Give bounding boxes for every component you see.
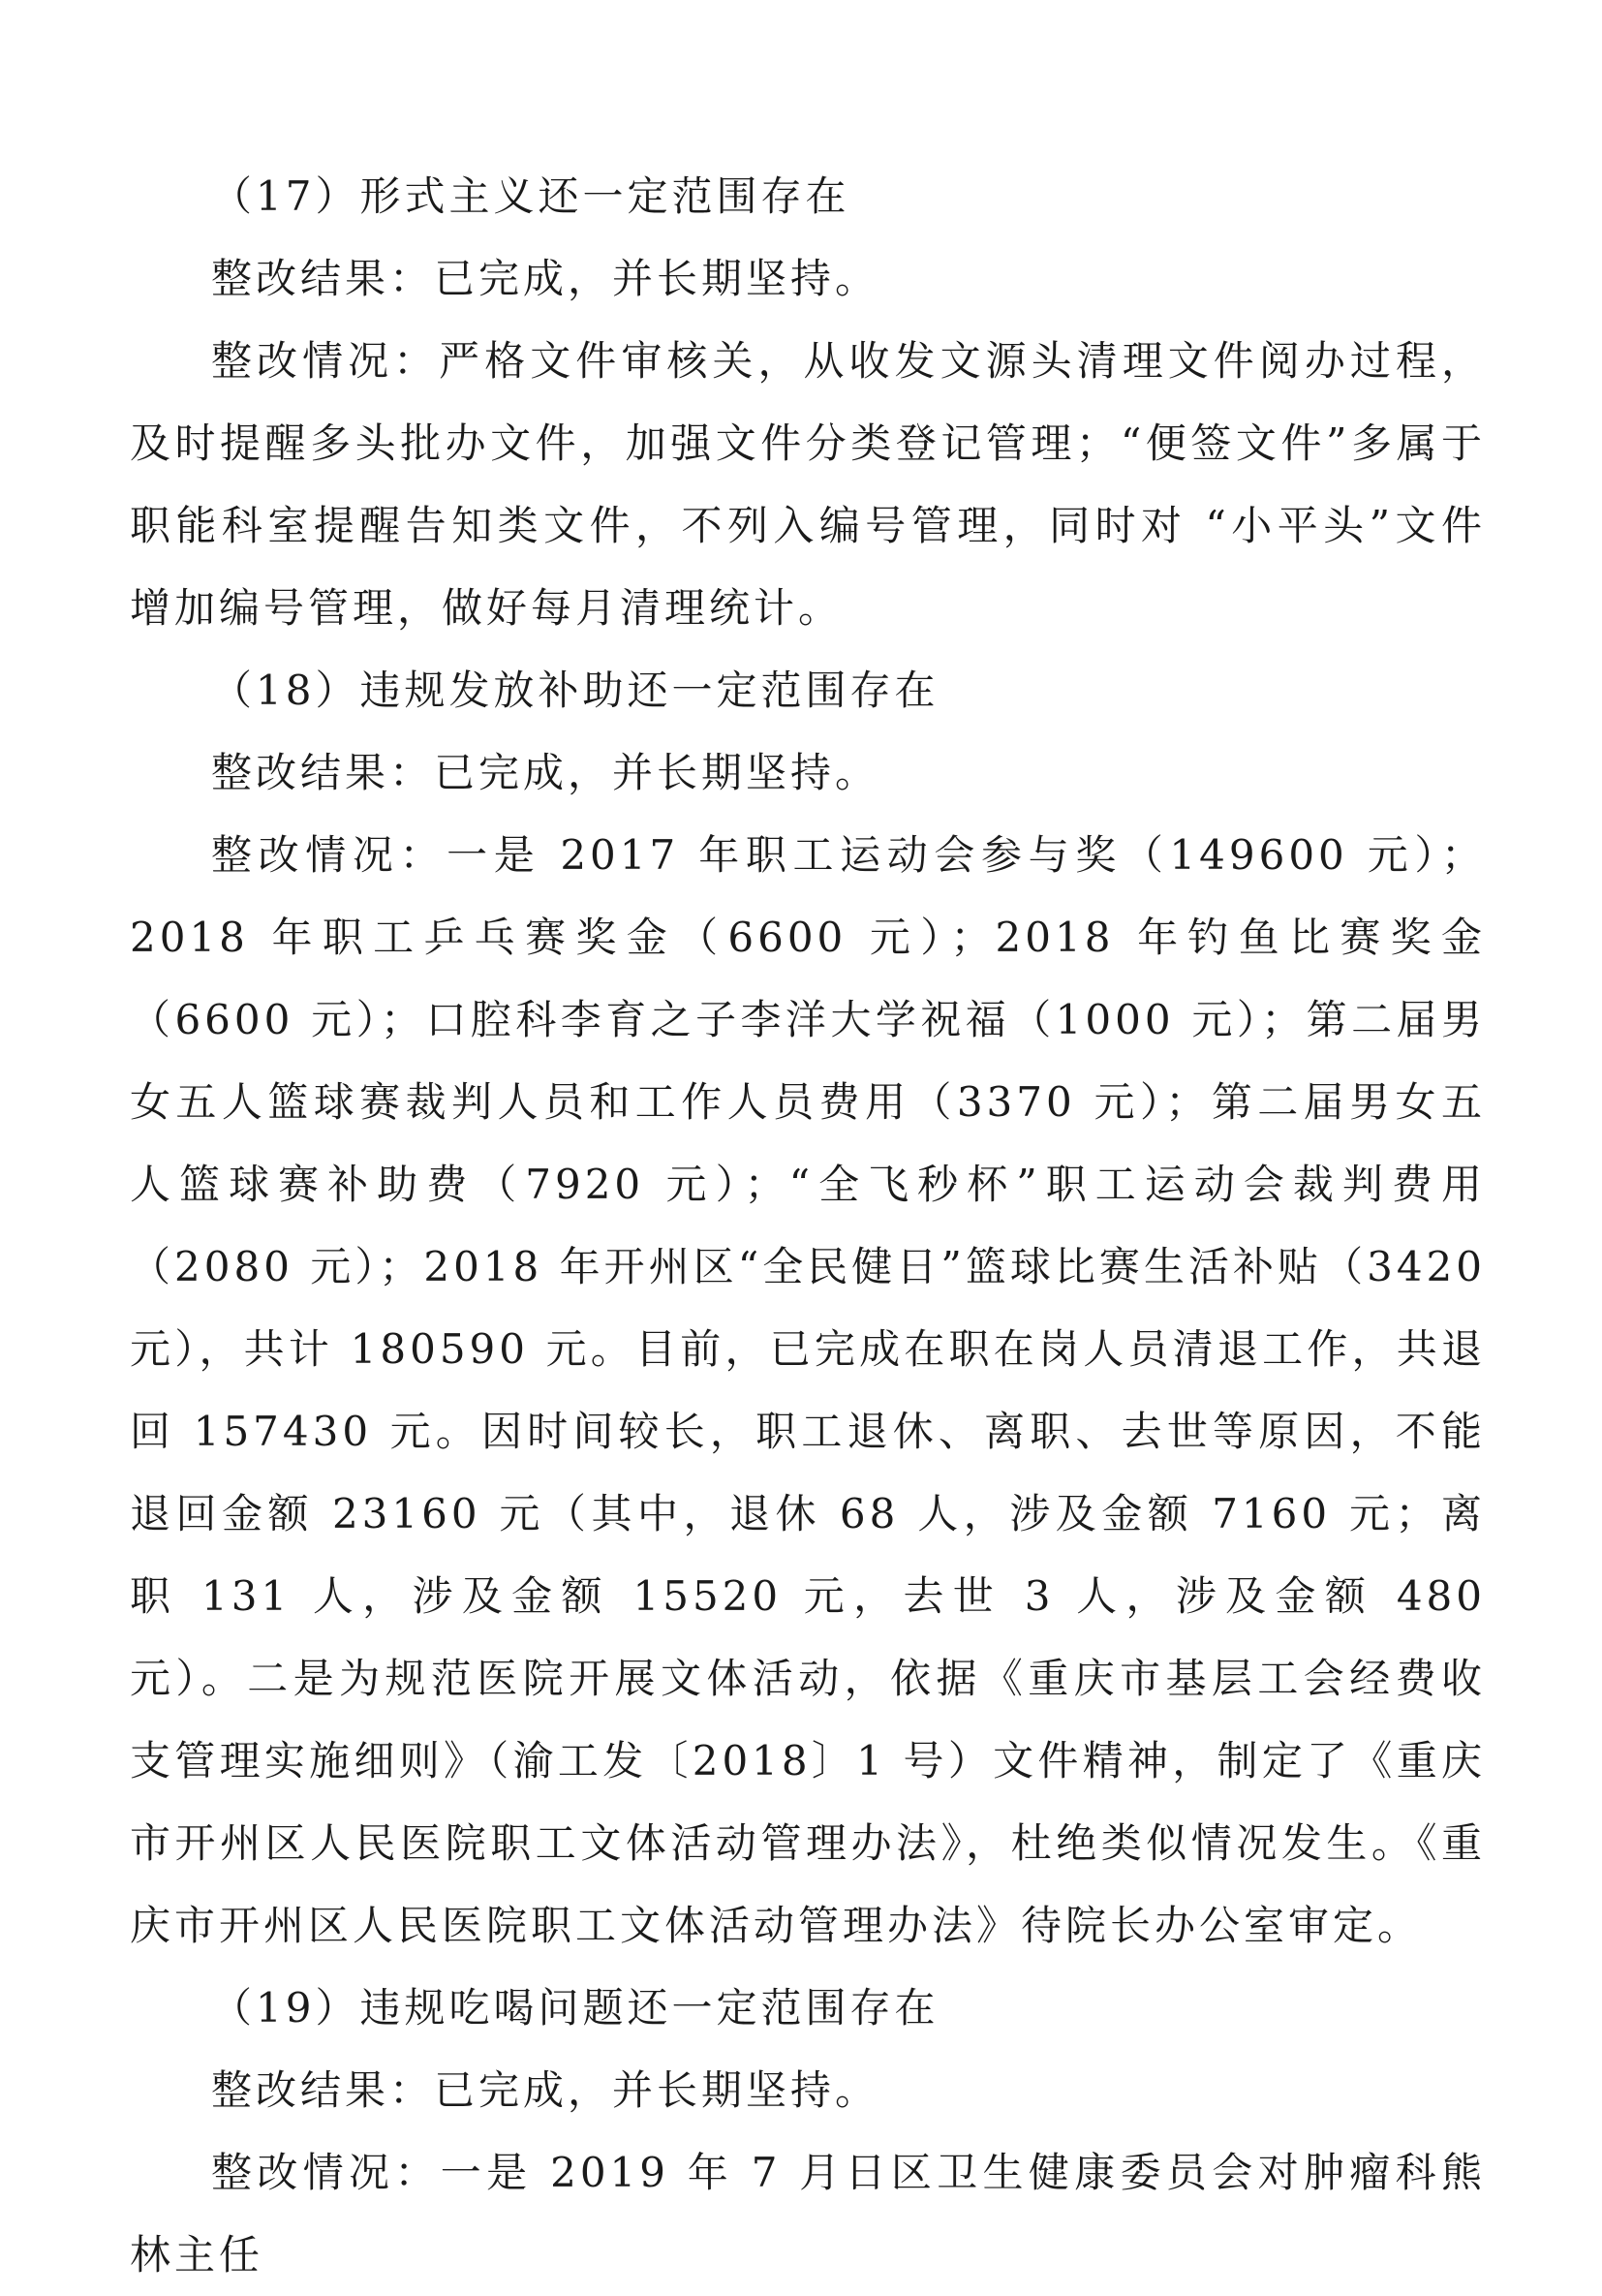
rectification-result: 整改结果：已完成，并长期坚持。 (211, 255, 880, 302)
rectification-detail: 整改情况：严格文件审核关，从收发文源头清理文件阅办过程，及时提醒多头批办文件，加强文件分类登记管理；“便签文件”多属于职能科室提醒告知类文件，不列入编号管理，同时对 “小平头”文件增加编号管理，做好每月清理统计。 (130, 337, 1486, 632)
section-17 (130, 155, 1486, 649)
section-heading: （17）形式主义还一定范围存在 (211, 172, 850, 220)
rectification-result: 整改结果：已完成，并长期坚持。 (211, 2066, 880, 2114)
document-body (130, 155, 1486, 2296)
section-18 (130, 649, 1486, 1967)
rectification-result: 整改结果：已完成，并长期坚持。 (211, 749, 880, 796)
rectification-detail: 整改情况：一是 2017 年职工运动会参与奖（149600 元）；2018 年职工乒乓赛奖金（6600 元）；2018 年钓鱼比赛奖金（6600 元）；口腔科李育之子李洋大学祝福（1000 元）；第二届男女五人篮球赛裁判人员和工作人员费用（3370 元）；第二届男女五人篮球赛补助费（7920 元）；“全飞秒杯”职工运动会裁判费用（2080 元）；2018 年开州区“全民健日”篮球比赛生活补贴（3420 元），共计 180590 元。目前，已完成在职在岗人员清退工作，共退回 157430 元。因时间较长，职工退休、离职、去世等原因，不能退回金额 23160 元（其中，退休 68 人，涉及金额 7160 元；离职 131 人，涉及金额 15520 元，去世 3 人，涉及金额 480 元）。二是为规范医院开展文体活动，依据《重庆市基层工会经费收支管理实施细则》（渝工发〔2018〕1 号）文件精神，制定了《重庆市开州区人民医院职工文体活动管理办法》，杜绝类似情况发生。《重庆市开州区人民医院职工文体活动管理办法》待院长办公室审定。 (130, 831, 1486, 1949)
rectification-detail: 整改情况：一是 2019 年 7 月日区卫生健康委员会对肿瘤科熊林主任 (130, 2149, 1486, 2279)
section-heading: （19）违规吃喝问题还一定范围存在 (211, 1984, 940, 2032)
section-heading: （18）违规发放补助还一定范围存在 (211, 667, 940, 714)
section-19 (130, 1967, 1486, 2296)
